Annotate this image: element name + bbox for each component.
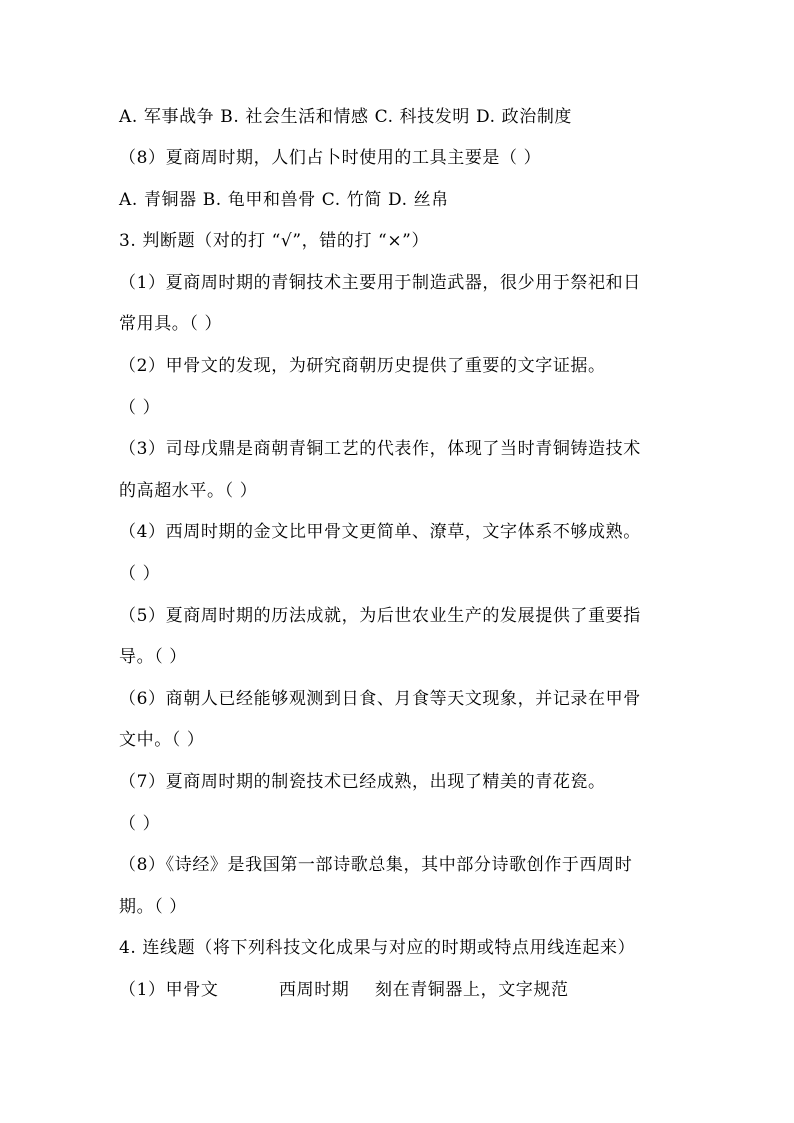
judge-item-1-line2: 常用具。（ ） xyxy=(119,314,223,334)
judge-item-7-line2: （ ） xyxy=(119,814,161,834)
judge-item-2-line1: （2）甲骨文的发现，为研究商朝历史提供了重要的文字证据。 xyxy=(119,356,606,376)
q7-options: A. 军事战争 B. 社会生活和情感 C. 科技发明 D. 政治制度 xyxy=(119,107,573,127)
judge-item-5-line1: （5）夏商周时期的历法成就，为后世农业生产的发展提供了重要指 xyxy=(119,606,641,626)
judge-item-1-line1: （1）夏商周时期的青铜技术主要用于制造武器，很少用于祭祀和日 xyxy=(119,273,641,293)
judge-item-6-line1: （6）商朝人已经能够观测到日食、月食等天文现象，并记录在甲骨 xyxy=(119,689,641,709)
q8-stem: （8）夏商周时期，人们占卜时使用的工具主要是（ ） xyxy=(119,148,542,168)
q8-options: A. 青铜器 B. 龟甲和兽骨 C. 竹简 D. 丝帛 xyxy=(119,190,449,210)
section4-heading: 4. 连线题（将下列科技文化成果与对应的时期或特点用线连起来） xyxy=(119,938,636,958)
judge-item-8-line2: 期。（ ） xyxy=(119,897,187,917)
judge-item-3-line2: 的高超水平。（ ） xyxy=(119,481,258,501)
judge-item-3-line1: （3）司母戊鼎是商朝青铜工艺的代表作，体现了当时青铜铸造技术 xyxy=(119,439,641,459)
judge-item-6-line2: 文中。（ ） xyxy=(119,730,205,750)
judge-item-5-line2: 导。（ ） xyxy=(119,647,187,667)
section3-heading: 3. 判断题（对的打 “√”，错的打 “×”） xyxy=(119,231,430,251)
match-period: 西周时期 xyxy=(279,980,350,1000)
judge-item-7-line1: （7）夏商周时期的制瓷技术已经成熟，出现了精美的青花瓷。 xyxy=(119,772,606,792)
judge-item-2-line2: （ ） xyxy=(119,398,161,418)
match-item: （1）甲骨文 xyxy=(119,980,219,1000)
match-feature: 刻在青铜器上，文字规范 xyxy=(375,980,569,1000)
judge-item-4-line2: （ ） xyxy=(119,564,161,584)
judge-item-4-line1: （4）西周时期的金文比甲骨文更简单、潦草，文字体系不够成熟。 xyxy=(119,522,641,542)
match-row-1 xyxy=(119,978,679,1002)
judge-item-8-line1: （8）《诗经》是我国第一部诗歌总集，其中部分诗歌创作于西周时 xyxy=(119,855,633,875)
